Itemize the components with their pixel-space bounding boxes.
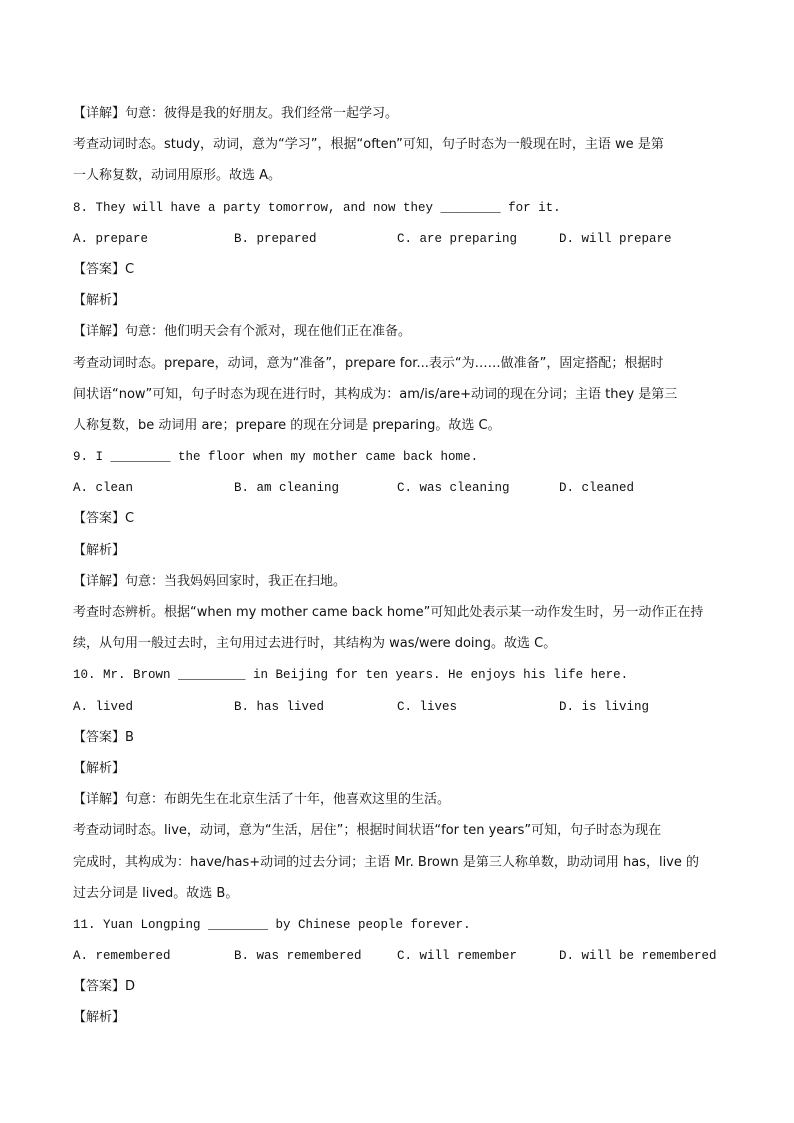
- explanation-line: 考查时态辨析。根据“when my mother came back home”可知此处表示某一动作发生时，另一动作正在持: [73, 605, 704, 620]
- explanation-line: 过去分词是 lived。故选 B。: [73, 885, 239, 901]
- option-a: A. remembered: [73, 949, 171, 964]
- answer-line: 【答案】D: [73, 979, 136, 995]
- explanation-line: 人称复数，be 动词用 are；prepare 的现在分词是 preparing。故选 C。: [73, 417, 501, 433]
- option-d: D. cleaned: [559, 481, 635, 496]
- analysis-heading: 【解析】: [73, 542, 126, 558]
- option-a: A. prepare: [73, 231, 149, 246]
- question-10-options: [73, 696, 725, 727]
- option-b: B. prepared: [234, 231, 317, 246]
- question-11: 11. Yuan Longping ________ by Chinese people forever.: [73, 917, 471, 932]
- option-d: D. will be remembered: [559, 949, 717, 964]
- question-11-options: [73, 945, 725, 976]
- analysis-heading: 【解析】: [73, 293, 126, 309]
- option-b: B. am cleaning: [234, 481, 340, 496]
- option-c: C. was cleaning: [397, 481, 510, 496]
- option-b: B. has lived: [234, 699, 325, 714]
- explanation-line: 考查动词时态。study，动词，意为“学习”，根据“often”可知，句子时态为一般现在时，主语 we 是第: [73, 137, 664, 153]
- explanation-line: 考查动词时态。live，动词，意为“生活，居住”；根据时间状语“for ten years”可知，句子时态为现在: [73, 823, 662, 839]
- explanation-line: 续，从句用一般过去时，主句用过去进行时，其结构为 was/were doing。故选 C。: [73, 636, 557, 652]
- answer-line: 【答案】C: [73, 261, 135, 277]
- explanation-detail-line: 【详解】句意：当我妈妈回家时，我正在扫地。: [73, 573, 347, 589]
- option-c: C. will remember: [397, 949, 518, 964]
- question-9-options: [73, 477, 725, 508]
- explanation-detail-line: 【详解】句意：彼得是我的好朋友。我们经常一起学习。: [73, 106, 399, 121]
- explanation-line: 一人称复数，动词用原形。故选 A。: [73, 168, 282, 184]
- option-a: A. clean: [73, 481, 134, 496]
- option-c: C. lives: [397, 699, 458, 714]
- question-8-options: [73, 228, 725, 259]
- document-page: [73, 103, 725, 1039]
- option-d: D. is living: [559, 699, 650, 714]
- explanation-line: 考查动词时态。prepare，动词，意为“准备”，prepare for...表示“为……做准备”，固定搭配；根据时: [73, 355, 664, 371]
- question-8: 8. They will have a party tomorrow, and now they ________ for it.: [73, 200, 561, 215]
- answer-line: 【答案】C: [73, 511, 135, 527]
- question-10: 10. Mr. Brown _________ in Beijing for ten years. He enjoys his life here.: [73, 668, 629, 683]
- explanation-line: 间状语“now”可知，句子时态为现在进行时，其构成为：am/is/are+动词的现在分词；主语 they 是第三: [73, 386, 678, 402]
- question-9: 9. I ________ the floor when my mother came back home.: [73, 450, 479, 465]
- analysis-heading: 【解析】: [73, 760, 126, 776]
- option-c: C. are preparing: [397, 231, 518, 246]
- explanation-detail-line: 【详解】句意：布朗先生在北京生活了十年，他喜欢这里的生活。: [73, 792, 451, 808]
- option-a: A. lived: [73, 699, 134, 714]
- explanation-detail-line: 【详解】句意：他们明天会有个派对，现在他们正在准备。: [73, 324, 412, 340]
- answer-line: 【答案】B: [73, 729, 134, 745]
- option-b: B. was remembered: [234, 949, 362, 964]
- explanation-line: 完成时，其构成为：have/has+动词的过去分词；主语 Mr. Brown 是第三人称单数，助动词用 has，live 的: [73, 854, 700, 870]
- option-d: D. will prepare: [559, 231, 672, 246]
- analysis-heading: 【解析】: [73, 1010, 126, 1026]
